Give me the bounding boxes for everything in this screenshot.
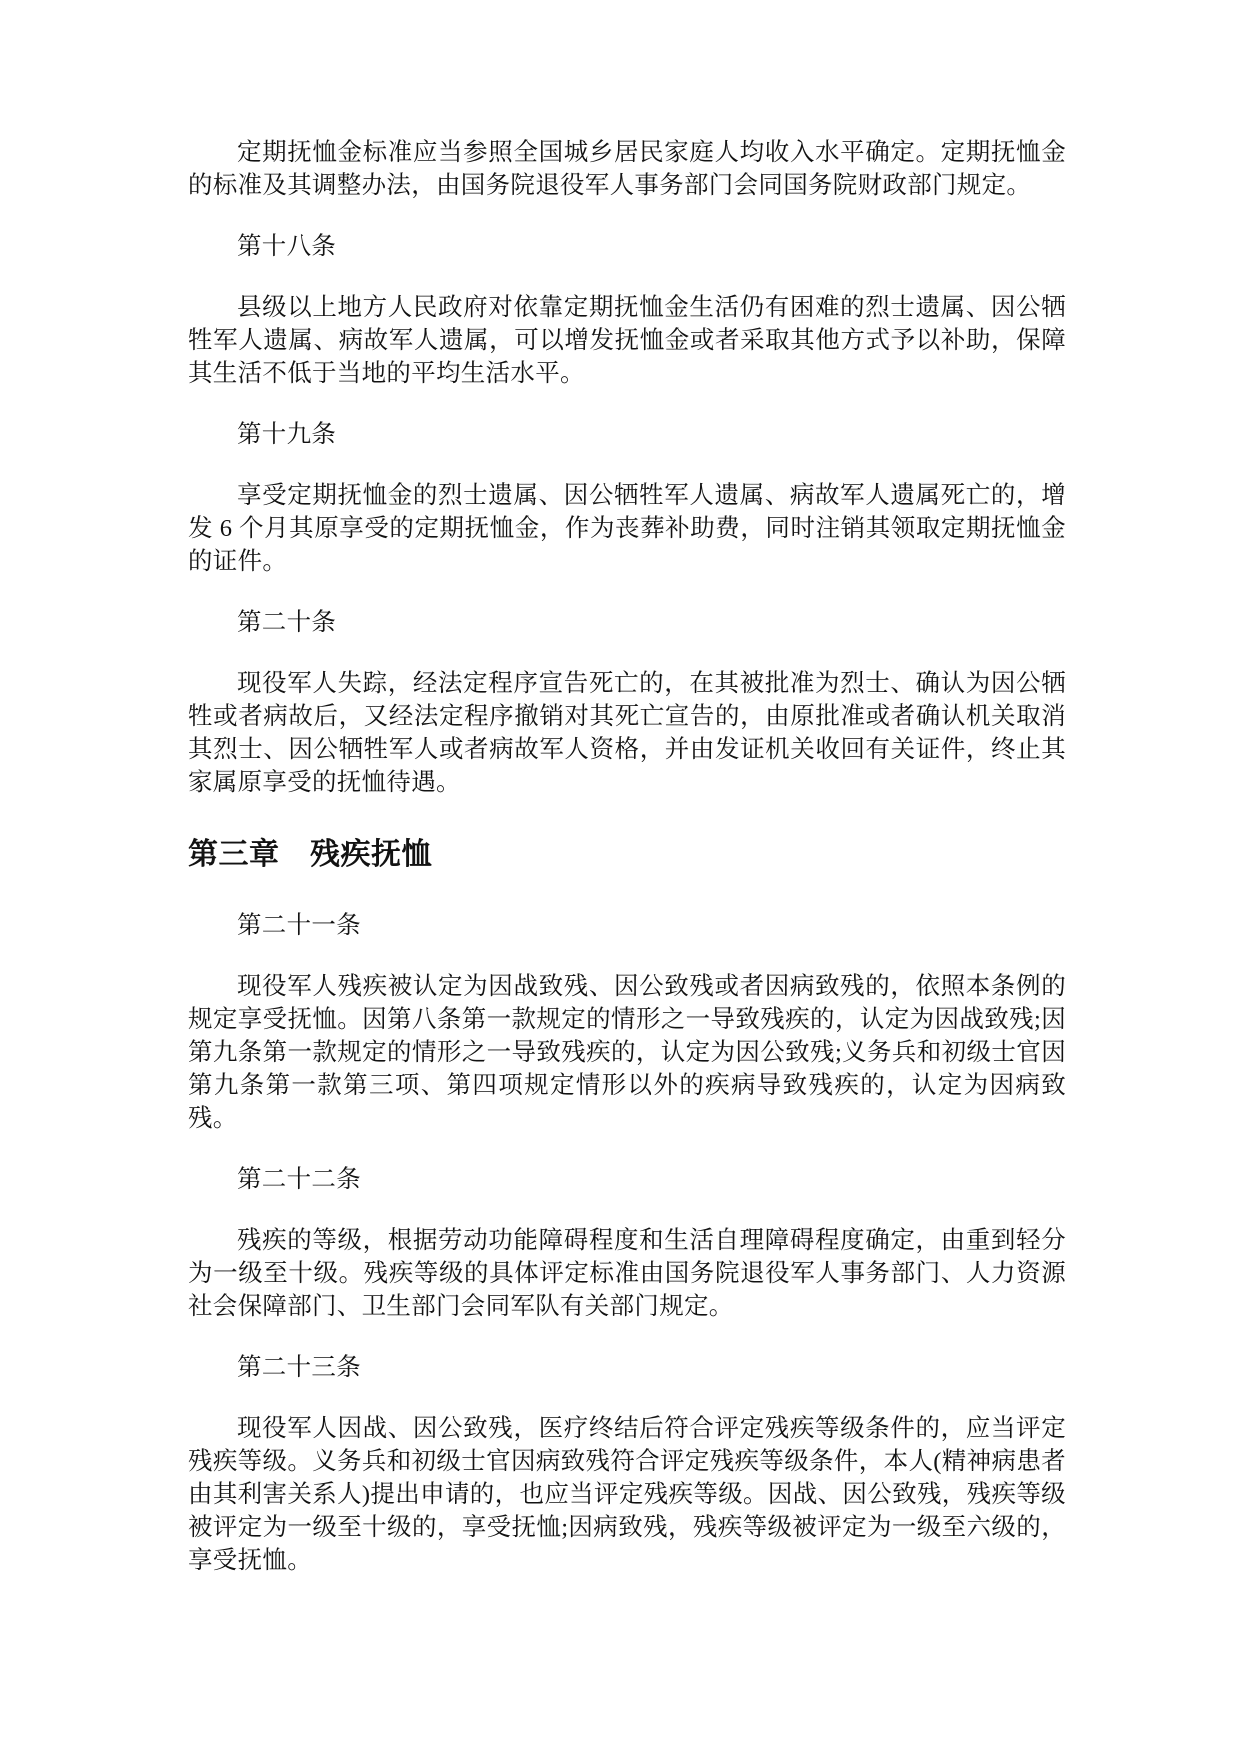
paragraph-article-23-body: 现役军人因战、因公致残，医疗终结后符合评定残疾等级条件的，应当评定残疾等级。义务兵和初级士官因病致残符合评定残疾等级条件，本人(精神病患者由其利害关系人)提出申请的，也应当评定残疾等级。因战、因公致残，残疾等级被评定为一级至十级的，享受抚恤;因病致残，残疾等级被评定为一级至六级的，享受抚恤。 xyxy=(188,1415,1066,1574)
article-heading-22: 第二十二条 xyxy=(237,1166,361,1193)
article-heading-23: 第二十三条 xyxy=(237,1354,361,1381)
paragraph-article-19-body: 享受定期抚恤金的烈士遗属、因公牺牲军人遗属、病故军人遗属死亡的，增发 6 个月其原享受的定期抚恤金，作为丧葬补助费，同时注销其领取定期抚恤金的证件。 xyxy=(188,482,1066,575)
paragraph-article-22-body: 残疾的等级，根据劳动功能障碍程度和生活自理障碍程度确定，由重到轻分为一级至十级。残疾等级的具体评定标准由国务院退役军人事务部门、人力资源社会保障部门、卫生部门会同军队有关部门规定。 xyxy=(188,1227,1066,1320)
paragraph-article-18-body: 县级以上地方人民政府对依靠定期抚恤金生活仍有困难的烈士遗属、因公牺牲军人遗属、病故军人遗属，可以增发抚恤金或者采取其他方式予以补助，保障其生活不低于当地的平均生活水平。 xyxy=(188,294,1066,387)
paragraph-article-20-body: 现役军人失踪，经法定程序宣告死亡的，在其被批准为烈士、确认为因公牺牲或者病故后，又经法定程序撤销对其死亡宣告的，由原批准或者确认机关取消其烈士、因公牺牲军人或者病故军人资格，并由发证机关收回有关证件，终止其家属原享受的抚恤待遇。 xyxy=(188,670,1066,796)
article-heading-20: 第二十条 xyxy=(237,609,337,636)
chapter-heading-3-disability-pension: 第三章 残疾抚恤 xyxy=(188,838,432,871)
document-content xyxy=(188,136,1066,1605)
article-heading-21: 第二十一条 xyxy=(237,912,361,939)
article-heading-19: 第十九条 xyxy=(237,421,337,448)
paragraph-article-21-body: 现役军人残疾被认定为因战致残、因公致残或者因病致残的，依照本条例的规定享受抚恤。因第八条第一款规定的情形之一导致残疾的，认定为因战致残;因第九条第一款规定的情形之一导致残疾的，认定为因公致残;义务兵和初级士官因第九条第一款第三项、第四项规定情形以外的疾病导致残疾的，认定为因病致残。 xyxy=(188,973,1066,1132)
article-heading-18: 第十八条 xyxy=(237,233,337,260)
paragraph-regular-pension-standard: 定期抚恤金标准应当参照全国城乡居民家庭人均收入水平确定。定期抚恤金的标准及其调整办法，由国务院退役军人事务部门会同国务院财政部门规定。 xyxy=(188,139,1066,199)
